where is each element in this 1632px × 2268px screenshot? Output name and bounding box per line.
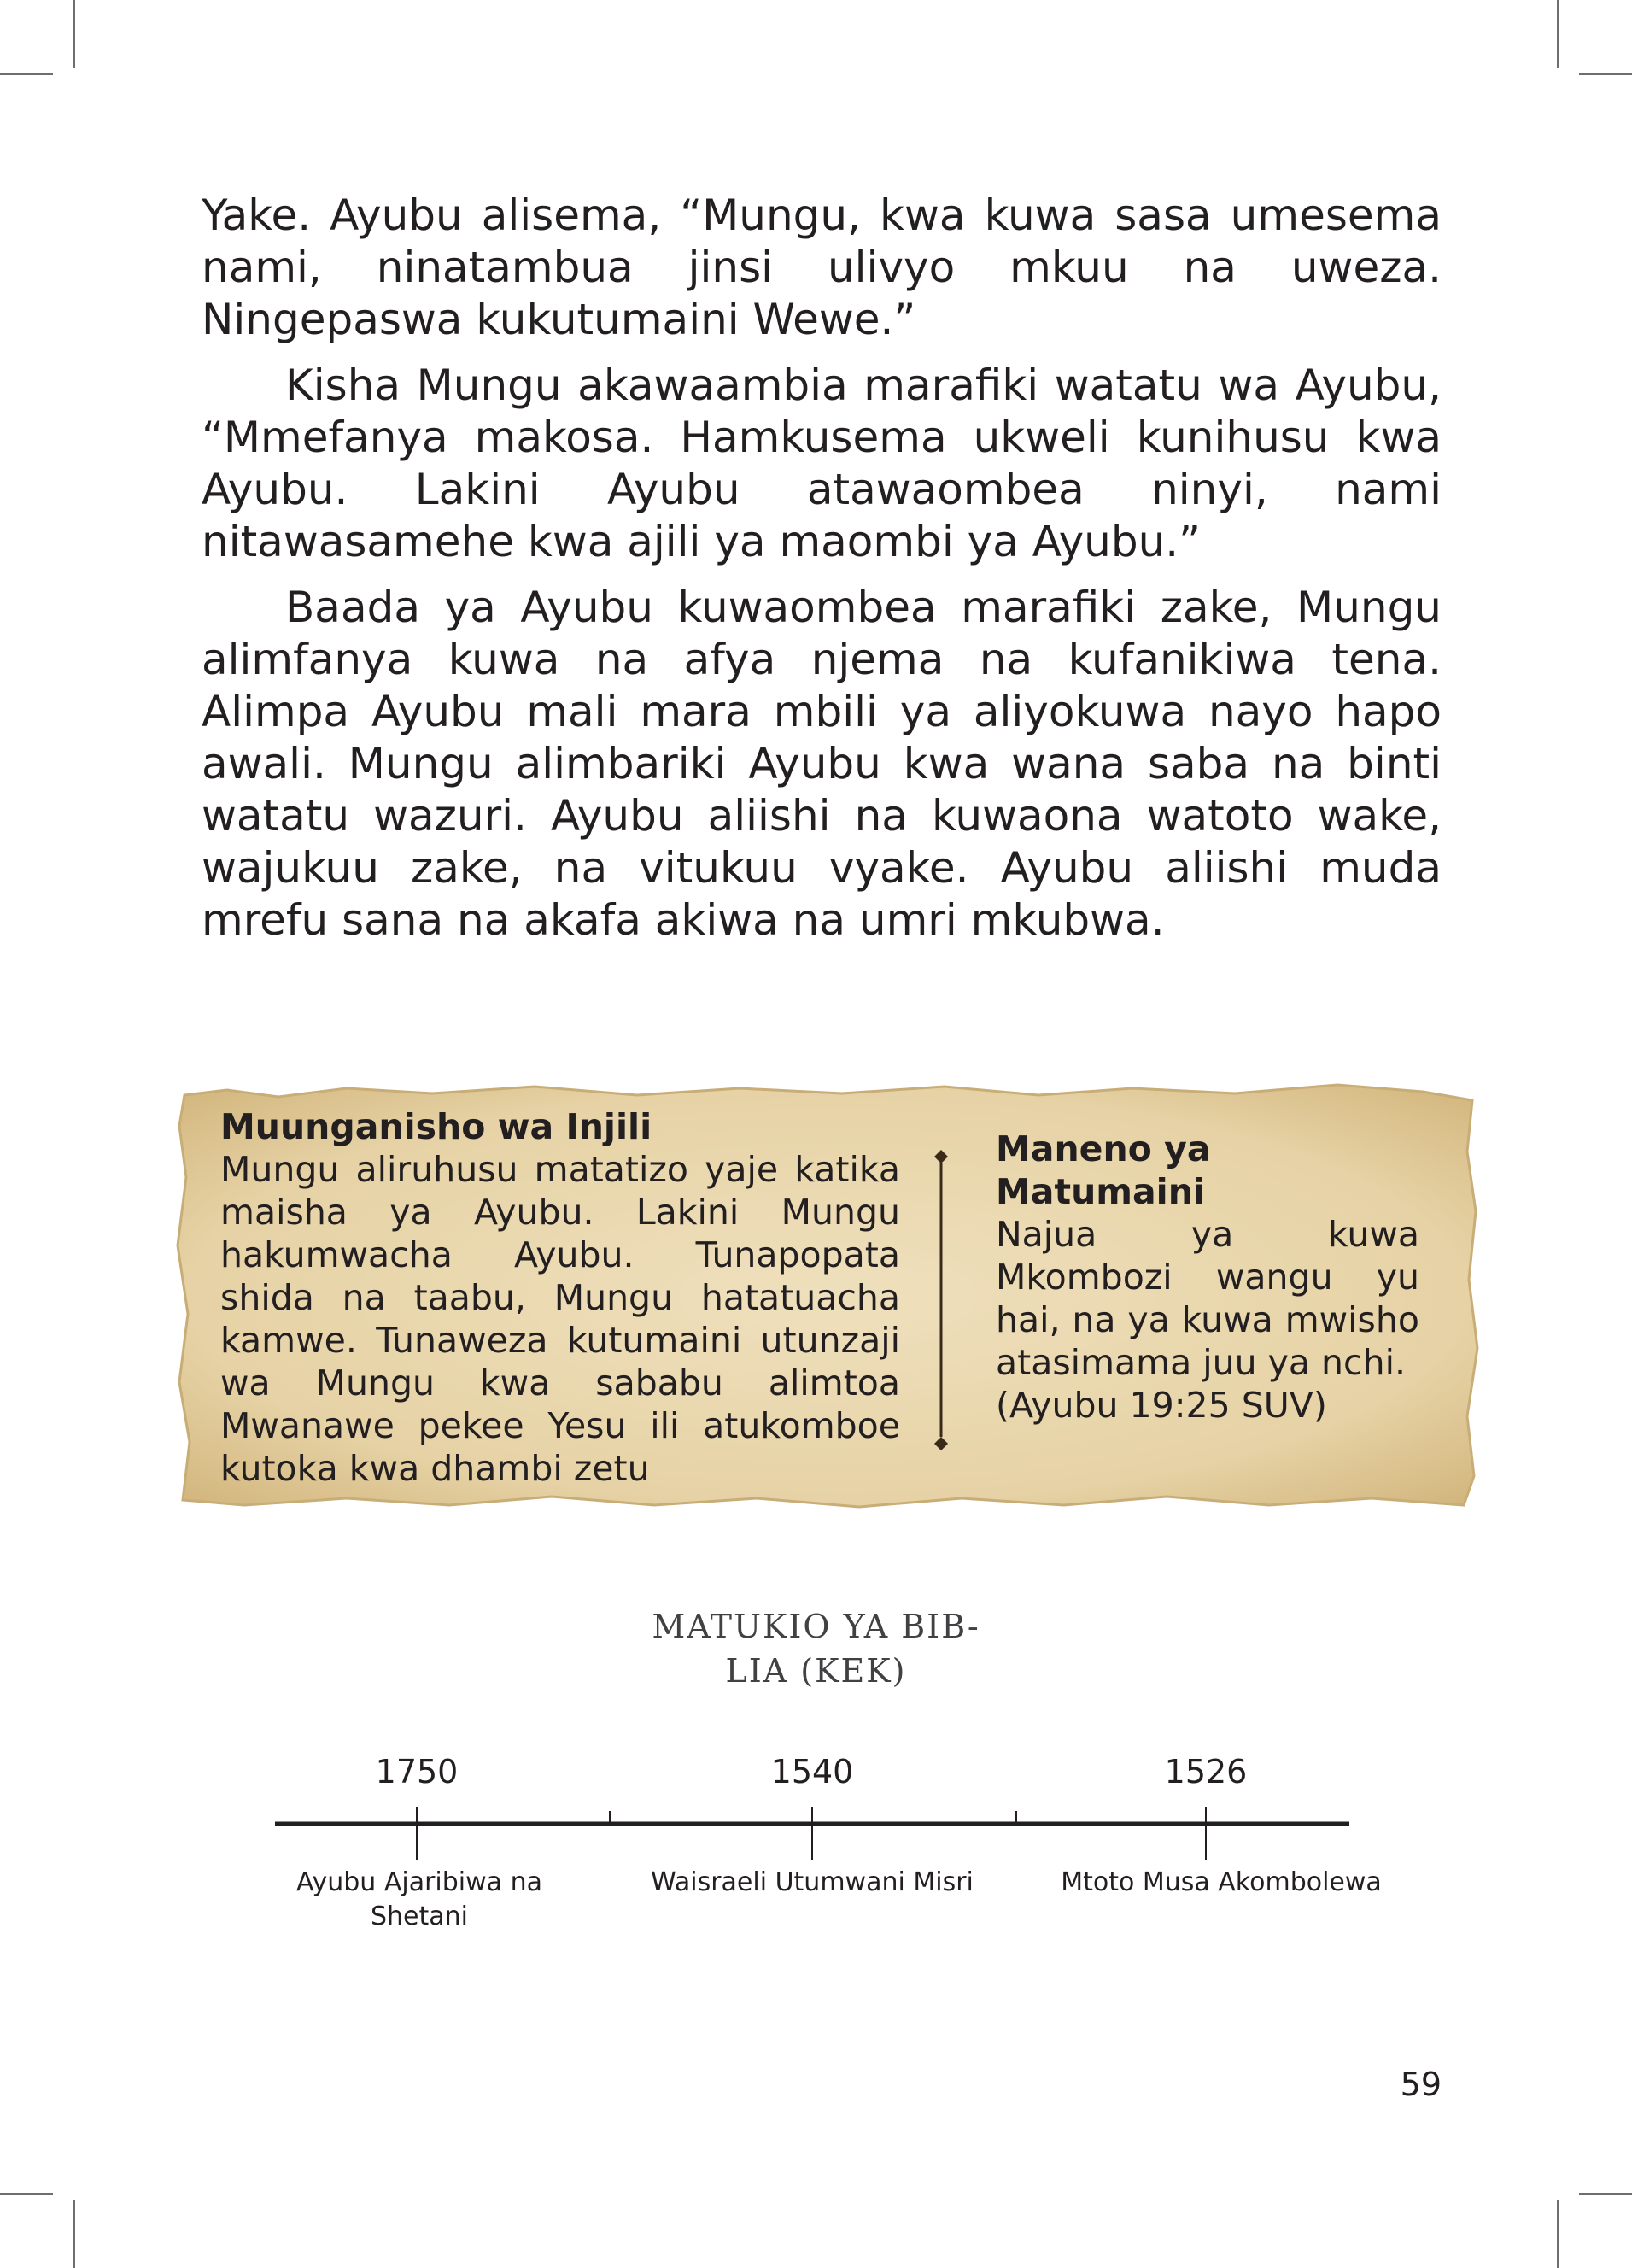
parchment-box [176, 1083, 1481, 1510]
story-paragraph: Baada ya Ayubu kuwaombea marafiki zake, Mungu alimfanya kuwa na afya njema na kufanikiwa tena. Alimpa Ayubu mali mara mbili ya aliyokuwa nayo hapo awali. Mungu alimbariki Ayubu kwa wana saba na binti watatu wazuri. Ayubu aliishi na kuwaona watoto wake, wajukuu zake, na vitukuu vyake. Ayubu aliishi muda mrefu sana na akafa akiwa na umri mkubwa. [202, 583, 1442, 945]
timeline-title-line: LIA (KEK) [725, 1652, 907, 1690]
timeline-title-line: MATUKIO YA BIB- [652, 1608, 980, 1645]
story-text [202, 190, 1442, 960]
crop-mark [1557, 0, 1559, 68]
page-number: 59 [1400, 2066, 1442, 2103]
crop-mark [1579, 73, 1632, 75]
timeline-event-label: Ayubu Ajaribiwa na Shetani [296, 1867, 542, 1931]
crop-mark [0, 73, 53, 75]
timeline-event-label: Mtoto Musa Akombolewa [1061, 1867, 1382, 1897]
words-of-hope-reference: (Ayubu 19:25 SUV) [996, 1385, 1327, 1426]
crop-mark [1557, 2200, 1559, 2268]
crop-mark [0, 2193, 53, 2195]
gospel-connection-title: Muunganisho wa Injili [220, 1106, 652, 1147]
timeline-year: 1750 [375, 1753, 459, 1790]
gospel-connection [220, 1105, 900, 1490]
crop-mark [73, 0, 75, 68]
crop-mark [73, 2200, 75, 2268]
words-of-hope-title: Maneno ya Matumaini [996, 1128, 1211, 1212]
story-paragraph: Kisha Mungu akawaambia marafiki watatu wa Ayubu, “Mmefanya makosa. Hamkusema ukweli kunihusu kwa Ayubu. Lakini Ayubu atawaombea ninyi, nami nitawasamehe kwa ajili ya maombi ya Ayubu.” [202, 360, 1442, 566]
timeline-year: 1526 [1164, 1753, 1248, 1790]
crop-mark [1579, 2193, 1632, 2195]
timeline-title [0, 1604, 1632, 1693]
words-of-hope-text: Najua ya kuwa Mkombozi wangu yu hai, na ya kuwa mwisho atasimama juu ya nchi. [996, 1214, 1419, 1383]
gospel-connection-text: Mungu aliruhusu matatizo yaje katika maisha ya Ayubu. Lakini Mungu hakumwacha Ayubu. Tunapopata shida na taabu, Mungu hatatuacha kamwe. Tunaweza kutumaini utunzaji wa Mungu kwa sababu alimtoa Mwanawe pekee Yesu ili atukomboe kutoka kwa dhambi zetu [220, 1149, 900, 1489]
words-of-hope [996, 1128, 1419, 1427]
column-divider [931, 1150, 951, 1450]
timeline-event-label: Waisraeli Utumwani Misri [651, 1867, 974, 1897]
story-paragraph: Yake. Ayubu alisema, “Mungu, kwa kuwa sasa umesema nami, ninatambua jinsi ulivyo mkuu na uweza. Ningepaswa kukutumaini Wewe.” [202, 190, 1442, 344]
timeline-year: 1540 [770, 1753, 854, 1790]
